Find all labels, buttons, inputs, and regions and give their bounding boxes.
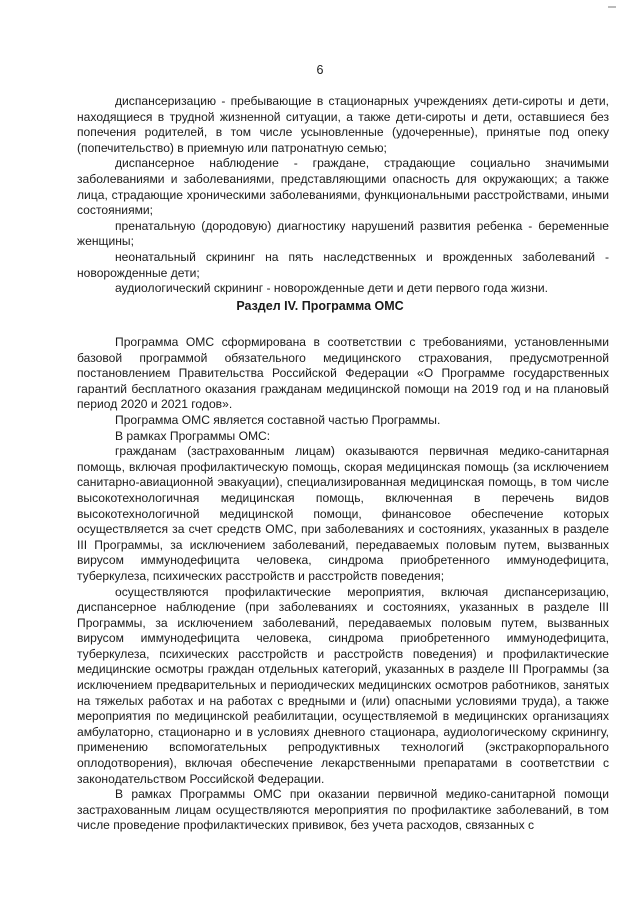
paragraph: В рамках Программы ОМС при оказании первичной медико-санитарной помощи застрахованным лицам осуществляются мероприятия по профилактике заболеваний, в том числе проведение профилактических прививок, без учета расходов, связанных с [77, 787, 609, 833]
paragraph: В рамках Программы ОМС: [115, 428, 271, 443]
paragraph: Программа ОМС является составной частью Программы. [115, 412, 441, 427]
paragraph: Программа ОМС сформирована в соответствии с требованиями, установленными базовой программой обязательного медицинского страхования, предусмотренной постановлением Правительства Российской Федерации «О Программе государственных гарантий бесплатного оказания гражданам медицинской помощи на 2019 год и на плановый период 2020 и 2021 годов». [77, 335, 609, 412]
paragraph: аудиологический скрининг - новорожденные дети и дети первого года жизни. [115, 281, 549, 296]
paragraph: пренатальную (дородовую) диагностику нарушений развития ребенка - беременные женщины; [77, 218, 609, 249]
paragraph: осуществляются профилактические мероприятия, включая диспансеризацию, диспансерное наблюдение (при заболеваниях и состояниях, указанных в разделе III Программы, за исключением заболеваний, передаваемых половым путем, вызванных вирусом иммунодефицита человека, синдрома приобретенного иммунодефицита, туберкулеза, психических расстройств и расстройств поведения) и профилактические медицинские осмотры граждан отдельных категорий, указанных в разделе III Программы (за исключением предварительных и периодических медицинских осмотров работников, занятых на тяжелых работах и на работах с вредными и (или) опасными условиями труда), а также мероприятия по медицинской реабилитации, осуществляемой в медицинских организациях амбулаторно, стационарно и в условиях дневного стационара, аудиологическому скринингу, применению вспомогательных репродуктивных технологий (экстракорпорального оплодотворения), включая обеспечение лекарственными препаратами в соответствии с законодательством Российской Федерации. [77, 584, 609, 786]
paragraph: гражданам (застрахованным лицам) оказываются первичная медико-санитарная помощь, включая профилактическую помощь, скорая медицинская помощь (за исключением санитарно-авиационной эвакуации), специализированная медицинская помощь, в том числе высокотехнологичная медицинская помощь, включенная в перечень видов высокотехнологичной медицинской помощи, финансовое обеспечение которых осуществляется за счет средств ОМС, при заболеваниях и состояниях, указанных в разделе III Программы, за исключением заболеваний, передаваемых половым путем, вызванных вирусом иммунодефицита человека, синдрома приобретенного иммунодефицита, туберкулеза, психических расстройств и расстройств поведения; [77, 444, 609, 583]
section-title: Раздел IV. Программа ОМС [236, 299, 404, 313]
paragraph: диспансерное наблюдение - граждане, страдающие социально значимыми заболеваниями и заболеваниями, представляющими опасность для окружающих; а также лица, страдающие хроническими заболеваниями, функциональными расстройствами, иными состояниями; [77, 156, 609, 218]
body-text-top [77, 94, 609, 297]
page-number: 6 [316, 63, 324, 77]
scan-mark [608, 6, 616, 8]
paragraph: неонатальный скрининг на пять наследственных и врожденных заболеваний - новорожденные дети; [77, 249, 609, 280]
body-text-bottom [77, 335, 609, 834]
paragraph: диспансеризацию - пребывающие в стационарных учреждениях дети-сироты и дети, находящиеся в трудной жизненной ситуации, а также дети-сироты и дети, оставшиеся без попечения родителей, в том числе усыновленные (удочеренные), принятые под опеку (попечительство) в приемную или патронатную семью; [77, 94, 609, 155]
